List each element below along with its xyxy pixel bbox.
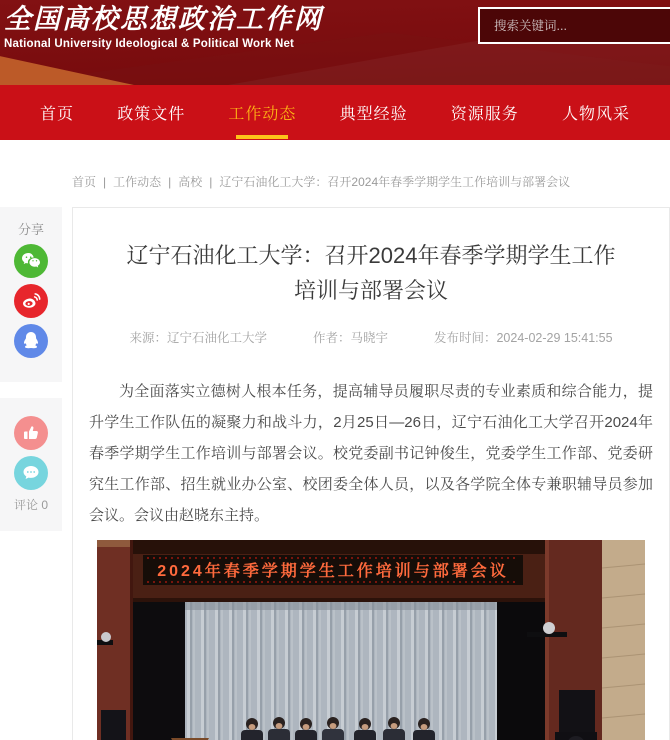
- breadcrumb-separator: |: [209, 175, 213, 189]
- site-logo-chinese: 全国高校思想政治工作网: [4, 4, 323, 35]
- comment-bubble-icon: [22, 464, 40, 482]
- breadcrumb-separator: |: [103, 175, 107, 189]
- nav-item-work-news[interactable]: 工作动态: [228, 85, 296, 140]
- article-paragraph: 为全面落实立德树人根本任务，提高辅导员履职尽责的专业素质和综合能力，提升学生工作队伍的凝聚力和战斗力，2月25日—26日，辽宁石油化工大学召开2024年春季学期学生工作培训与部署会议。校党委副书记钟俊生，党委学生工作部、党委研究生工作部、招生就业办公室、校团委全体人员，以及各学院全体专兼职辅导员参加会议。会议由赵晓东主持。: [89, 383, 653, 524]
- photo-right-wall: [602, 540, 645, 740]
- article-title: 辽宁石油化工大学：召开2024年春季学期学生工作培训与部署会议: [126, 243, 616, 303]
- site-logo[interactable]: [4, 4, 323, 50]
- article-source: 来源：辽宁石油化工大学: [129, 331, 267, 345]
- share-weibo-button[interactable]: [14, 284, 48, 318]
- article-author: 作者：马晓宇: [312, 331, 388, 345]
- nav-item-policy-docs[interactable]: 政策文件: [117, 106, 186, 123]
- nav-item-people[interactable]: 人物风采: [561, 106, 630, 123]
- article-panel: [72, 207, 670, 740]
- share-label: 分享: [17, 222, 44, 237]
- breadcrumb: [0, 140, 670, 207]
- comment-button[interactable]: [14, 456, 48, 490]
- article-meta: [89, 328, 653, 346]
- page-body: [0, 207, 670, 740]
- weibo-icon: [21, 292, 41, 310]
- search-input[interactable]: [478, 7, 670, 44]
- photo-banner-text: 2024年春季学期学生工作培训与部署会议: [157, 563, 509, 580]
- photo-left-black-curtain: [133, 602, 185, 740]
- breadcrumb-home[interactable]: 首页: [72, 175, 97, 189]
- article-publish-time: 发布时间：2024-02-29 15:41:55: [433, 331, 613, 345]
- photo-right-black-curtain: [497, 602, 545, 740]
- breadcrumb-current-page: 辽宁石油化工大学：召开2024年春季学期学生工作培训与部署会议: [219, 175, 571, 189]
- photo-left-speaker: [101, 710, 126, 740]
- nav-item-home[interactable]: 首页: [40, 106, 75, 123]
- photo-right-speaker: [559, 690, 595, 732]
- site-logo-english: National University Ideological & Political Work Net: [4, 38, 295, 50]
- share-wechat-button[interactable]: [14, 244, 48, 278]
- thumbs-up-icon: [22, 424, 40, 442]
- share-qq-button[interactable]: [14, 324, 48, 358]
- like-button[interactable]: [14, 416, 48, 450]
- site-header: [0, 0, 670, 85]
- conference-hall-illustration: [97, 540, 645, 740]
- photo-gray-curtain: [185, 602, 497, 740]
- nav-item-resource-service[interactable]: 资源服务: [450, 106, 519, 123]
- article-photo: [97, 540, 645, 740]
- reaction-box: [0, 398, 62, 531]
- breadcrumb-colleges[interactable]: 高校: [178, 175, 203, 189]
- breadcrumb-separator: |: [168, 175, 172, 189]
- main-nav: [0, 85, 670, 140]
- breadcrumb-work-news[interactable]: 工作动态: [113, 175, 162, 189]
- nav-item-typical-experience[interactable]: 典型经验: [339, 106, 408, 123]
- qq-icon: [22, 331, 40, 351]
- share-box: [0, 207, 62, 382]
- share-sidebar: [0, 207, 62, 531]
- comment-count-label: 评论 0: [13, 498, 48, 512]
- wechat-icon: [21, 252, 41, 270]
